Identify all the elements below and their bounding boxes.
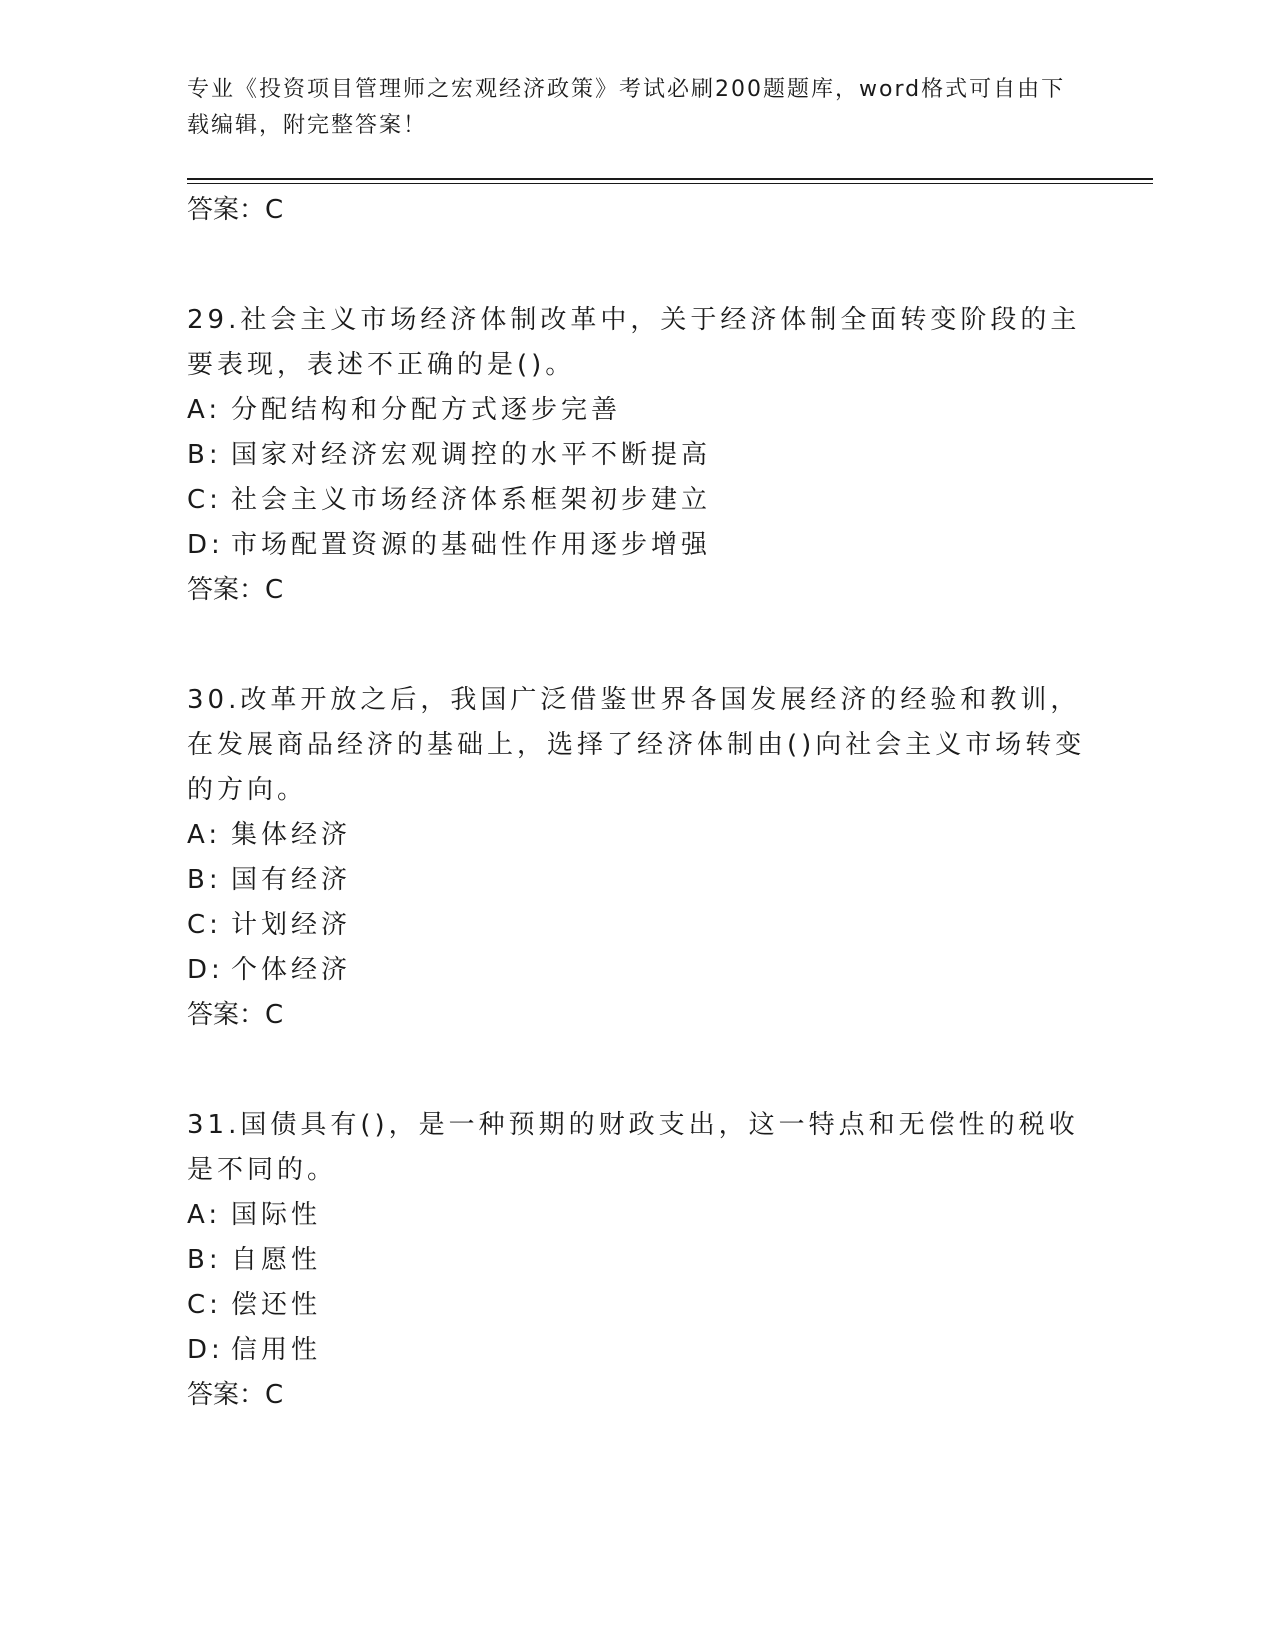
option-a <box>187 388 1087 433</box>
option-a <box>187 813 1087 858</box>
option-d <box>187 523 1087 568</box>
option-b <box>187 433 1087 478</box>
option-c <box>187 478 1087 523</box>
option-text: 自愿性 <box>231 1245 322 1275</box>
answer-line: 答案：C <box>187 575 284 605</box>
option-text: 市场配置资源的基础性作用逐步增强 <box>231 530 712 560</box>
question-31 <box>187 1103 1087 1415</box>
answer-line: 答案：C <box>187 1380 284 1410</box>
option-text: 国际性 <box>231 1200 322 1230</box>
option-letter: A: <box>187 395 222 425</box>
option-letter: B: <box>187 440 222 470</box>
option-text: 计划经济 <box>231 910 352 940</box>
question-29 <box>187 298 1087 610</box>
option-b <box>187 1238 1087 1283</box>
option-letter: C: <box>187 485 222 515</box>
option-d <box>187 948 1087 993</box>
option-letter: B: <box>187 1245 222 1275</box>
answer-line: 答案：C <box>187 195 284 225</box>
option-c <box>187 903 1087 948</box>
option-letter: C: <box>187 910 222 940</box>
question-list <box>187 190 1087 1415</box>
option-a <box>187 1193 1087 1238</box>
option-text: 国有经济 <box>231 865 352 895</box>
option-letter: A: <box>187 1200 222 1230</box>
option-text: 集体经济 <box>231 820 352 850</box>
option-text: 社会主义市场经济体系框架初步建立 <box>231 485 712 515</box>
question-30 <box>187 678 1087 1035</box>
option-text: 分配结构和分配方式逐步完善 <box>231 395 622 425</box>
option-text: 偿还性 <box>231 1290 322 1320</box>
header-divider <box>187 178 1153 184</box>
option-letter: C: <box>187 1290 222 1320</box>
option-letter: B: <box>187 865 222 895</box>
question-stem: 31.国债具有()，是一种预期的财政支出，这一特点和无偿性的税收是不同的。 <box>187 1110 1079 1185</box>
option-letter: D: <box>187 1335 224 1365</box>
answer-line: 答案：C <box>187 1000 284 1030</box>
option-c <box>187 1283 1087 1328</box>
option-d <box>187 1328 1087 1373</box>
question-stem: 29.社会主义市场经济体制改革中，关于经济体制全面转变阶段的主要表现，表述不正确的是()。 <box>187 305 1081 380</box>
page-header: 专业《投资项目管理师之宏观经济政策》考试必刷200题题库，word格式可自由下载编辑，附完整答案！ <box>187 77 1066 138</box>
option-text: 个体经济 <box>231 955 352 985</box>
option-b <box>187 858 1087 903</box>
option-text: 国家对经济宏观调控的水平不断提高 <box>231 440 712 470</box>
option-text: 信用性 <box>231 1335 322 1365</box>
option-letter: D: <box>187 955 224 985</box>
question-stem: 30.改革开放之后，我国广泛借鉴世界各国发展经济的经验和教训，在发展商品经济的基础上，选择了经济体制由()向社会主义市场转变的方向。 <box>187 685 1086 805</box>
option-letter: A: <box>187 820 222 850</box>
option-letter: D: <box>187 530 224 560</box>
